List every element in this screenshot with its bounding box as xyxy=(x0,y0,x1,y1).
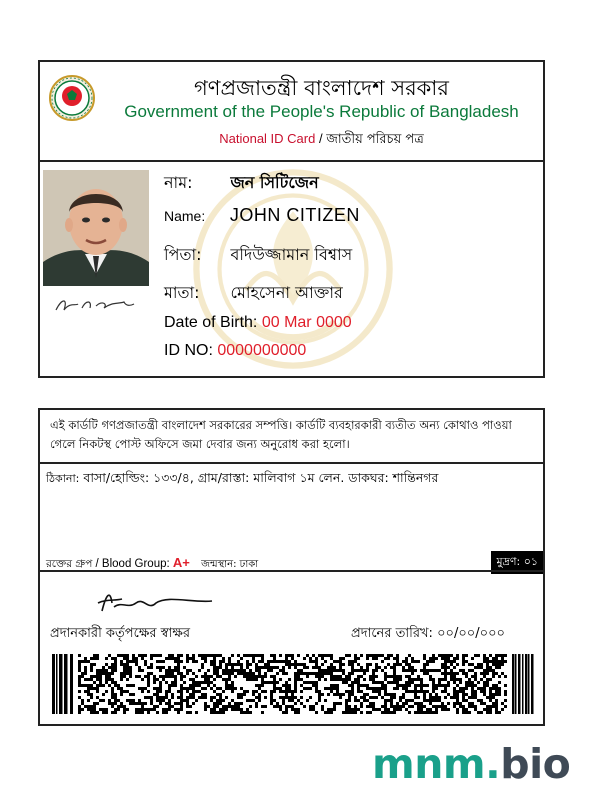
card-type-english: National ID Card xyxy=(219,131,316,146)
title-bangla: গণপ্রজাতন্ত্রী বাংলাদেশ সরকার xyxy=(194,76,449,100)
mother-label: মাতা: xyxy=(164,283,200,302)
name-bangla-row xyxy=(164,170,319,197)
card-type-separator: / xyxy=(315,131,327,146)
father-label: পিতা: xyxy=(164,245,202,264)
father-value: বদিউজ্জামান বিশ্বাস xyxy=(230,245,353,264)
id-value: 0000000000 xyxy=(217,342,307,359)
card-type-bangla: জাতীয় পরিচয় পত্র xyxy=(326,132,424,147)
name-english-row xyxy=(164,205,360,226)
print-count-badge: মুদ্রণ: ০১ xyxy=(491,551,543,574)
divider xyxy=(40,570,543,572)
mother-value: মোহসেনা আক্তার xyxy=(230,283,343,302)
blood-group-value: A+ xyxy=(172,555,190,570)
address-value: বাসা/হোল্ডিং: ১৩৩/৪, গ্রাম/রাস্তা: মালিবাগ ১ম লেন. ডাকঘর: শান্তিনগর xyxy=(83,470,439,485)
holder-photo xyxy=(43,170,149,286)
birthplace-label: জন্মস্থান: xyxy=(201,559,237,570)
address-row xyxy=(46,470,438,490)
id-label: ID NO: xyxy=(164,342,213,359)
issuer-signature-label: প্রদানকারী কর্তৃপক্ষের স্বাক্ষর xyxy=(50,626,191,641)
issue-date-label: প্রদানের তারিখ: xyxy=(351,626,433,641)
address-label: ঠিকানা: xyxy=(46,472,80,485)
id-row xyxy=(164,342,306,360)
dob-value: 00 Mar 0000 xyxy=(261,314,352,331)
card-header xyxy=(40,62,543,162)
birthplace-value: ঢাকা xyxy=(239,559,259,570)
name-english-value: JOHN CITIZEN xyxy=(229,205,360,225)
issue-date-value: ০০/০০/০০০ xyxy=(437,626,505,641)
brand-part-2: bio xyxy=(500,740,571,788)
card-type xyxy=(40,130,543,151)
nid-card-back xyxy=(38,408,545,726)
dob-label: Date of Birth: xyxy=(164,314,258,331)
title-english: Government of the People's Republic of Bangladesh xyxy=(124,102,519,121)
blood-group-label-bangla: রক্তের গ্রুপ xyxy=(46,558,93,570)
blood-group-label-english: / Blood Group: xyxy=(92,558,173,570)
pdf417-barcode-icon xyxy=(52,654,534,714)
father-row xyxy=(164,242,352,269)
name-english-label: Name: xyxy=(164,208,206,224)
dob-row xyxy=(164,314,352,332)
name-bangla-label: নাম: xyxy=(164,173,193,192)
brand-part-1: mnm. xyxy=(372,740,501,788)
brand-watermark xyxy=(372,740,570,788)
nid-card-front xyxy=(38,60,545,378)
holder-signature-icon xyxy=(52,294,136,316)
mother-row xyxy=(164,280,343,307)
issue-date-row xyxy=(351,624,505,645)
issuer-signature-icon xyxy=(92,585,222,617)
name-bangla-value: জন সিটিজেন xyxy=(230,173,319,192)
ownership-notice: এই কার্ডটি গণপ্রজাতন্ত্রী বাংলাদেশ সরকারের সম্পত্তি। কার্ডটি ব্যবহারকারী ব্যতীত অন্য কোথাও পাওয়া গেলে নিকটস্থ পোস্ট অফিসে জমা দেবার জন্য অনুরোধ করা হলো। xyxy=(40,410,543,464)
